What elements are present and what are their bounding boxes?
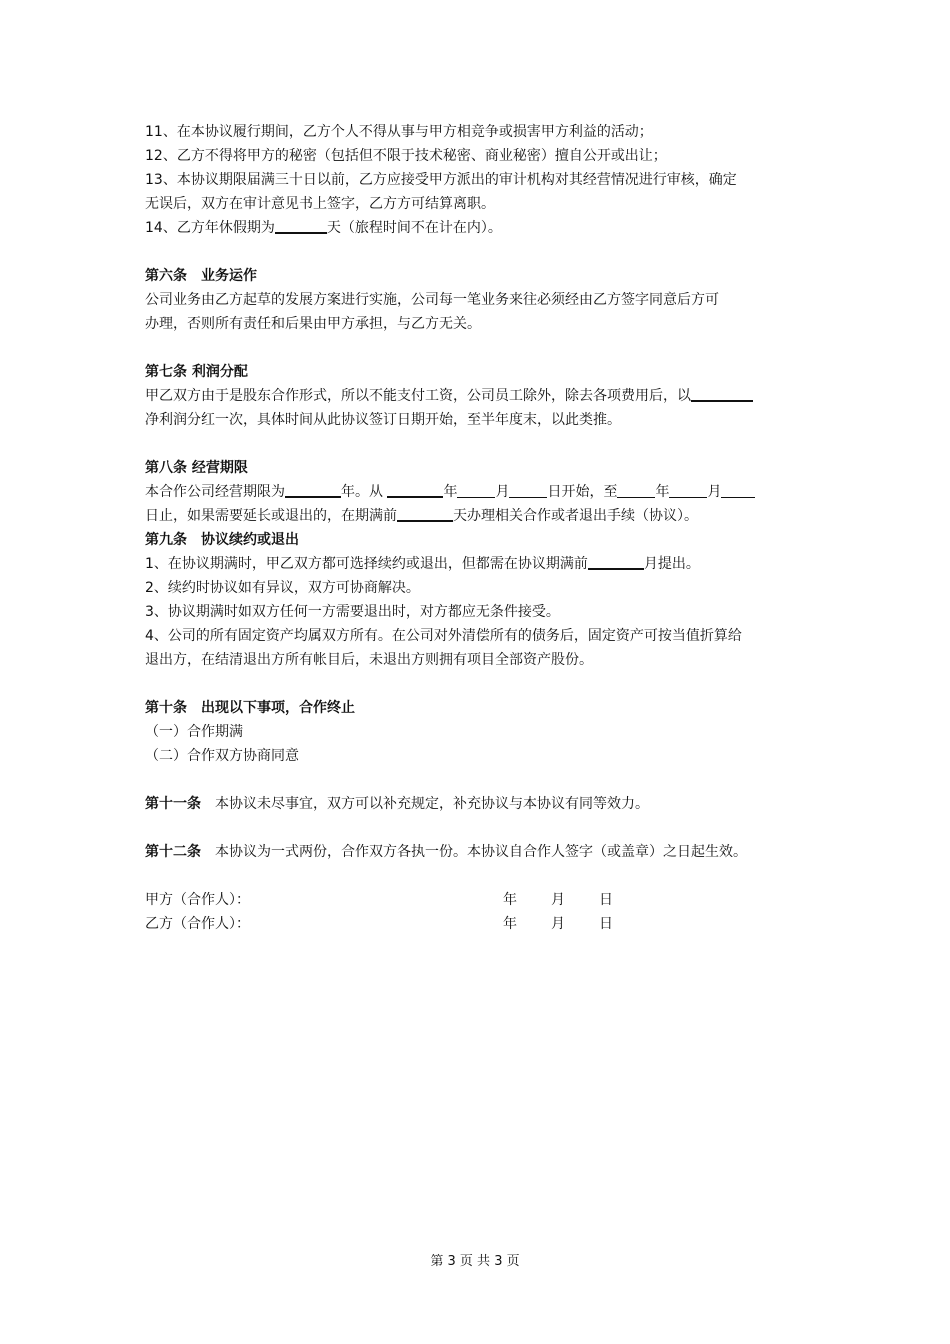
signature-party-a: 甲方（合作人）： 年 月 日 — [145, 888, 810, 912]
article-9-item1: 1、在协议期满时，甲乙双方都可选择续约或退出，但都需在协议期满前 月提出。 — [145, 552, 810, 576]
article-7-title: 第七条 利润分配 — [145, 364, 248, 380]
article-9-item4-line1: 4、公司的所有固定资产均属双方所有。在公司对外清偿所有的债务后，固定资产可按当值折算给 — [145, 628, 742, 644]
article-10-title: 第十条 出现以下事项，合作终止 — [145, 700, 355, 716]
article-9-item4-line2: 退出方，在结清退出方所有帐目后，未退出方则拥有项目全部资产股份。 — [145, 652, 593, 668]
signature-party-b: 乙方（合作人）： 年 月 日 — [145, 912, 810, 936]
clause-11: 11、在本协议履行期间，乙方个人不得从事与甲方相竞争或损害甲方利益的活动； — [145, 124, 653, 140]
article-10-item2: （二）合作双方协商同意 — [145, 748, 299, 764]
vacation-days-blank — [275, 216, 327, 234]
term-years-blank — [285, 480, 341, 498]
end-year-blank — [617, 481, 655, 498]
article-12-title: 第十二条 — [145, 844, 201, 860]
article-6-line2: 办理，否则所有责任和后果由甲方承担，与乙方无关。 — [145, 316, 481, 332]
start-month-blank — [457, 481, 495, 498]
article-11: 第十一条 本协议未尽事宜，双方可以补充规定，补充协议与本协议有同等效力。 — [145, 796, 649, 812]
article-9-title: 第九条 协议续约或退出 — [145, 532, 299, 548]
end-month-blank — [669, 481, 707, 498]
date-party-b: 年 月 日 — [503, 916, 613, 932]
date-party-a: 年 月 日 — [503, 892, 613, 908]
page-footer: 第 3 页 共 3 页 — [430, 1254, 520, 1269]
article-6-title: 第六条 业务运作 — [145, 268, 257, 284]
article-9-item3: 3、协议期满时如双方任何一方需要退出时，对方都应无条件接受。 — [145, 604, 560, 620]
document-page — [145, 120, 810, 936]
start-year-blank — [387, 480, 443, 498]
article-7-line1: 甲乙双方由于是股东合作形式，所以不能支付工资，公司员工除外，除去各项费用后，以 — [145, 384, 810, 408]
renewal-months-blank — [588, 552, 644, 570]
article-8-line1: 本合作公司经营期限为 年。从 年 月 日开始，至 年 月 — [145, 480, 810, 504]
end-day-blank — [721, 481, 755, 498]
notice-days-blank — [397, 504, 453, 522]
article-11-title: 第十一条 — [145, 796, 201, 812]
profit-share-blank — [691, 384, 753, 402]
clause-12: 12、乙方不得将甲方的秘密（包括但不限于技术秘密、商业秘密）擅自公开或出让； — [145, 148, 667, 164]
article-7-line2: 净利润分红一次，具体时间从此协议签订日期开始，至半年度末，以此类推。 — [145, 412, 621, 428]
article-9-item2: 2、续约时协议如有异议，双方可协商解决。 — [145, 580, 420, 596]
clause-14: 14、乙方年休假期为 天（旅程时间不在计在内）。 — [145, 216, 810, 240]
article-12: 第十二条 本协议为一式两份，合作双方各执一份。本协议自合作人签字（或盖章）之日起生效。 — [145, 844, 747, 860]
clause-13-line2: 无误后，双方在审计意见书上签字，乙方方可结算离职。 — [145, 196, 495, 212]
article-6-line1: 公司业务由乙方起草的发展方案进行实施，公司每一笔业务来往必须经由乙方签字同意后方可 — [145, 292, 719, 308]
article-10-item1: （一）合作期满 — [145, 724, 243, 740]
article-8-title: 第八条 经营期限 — [145, 460, 248, 476]
start-day-blank — [509, 481, 547, 498]
article-8-line2: 日止，如果需要延长或退出的，在期满前 天办理相关合作或者退出手续（协议）。 — [145, 504, 810, 528]
clause-13-line1: 13、本协议期限届满三十日以前，乙方应接受甲方派出的审计机构对其经营情况进行审核，确定 — [145, 172, 737, 188]
